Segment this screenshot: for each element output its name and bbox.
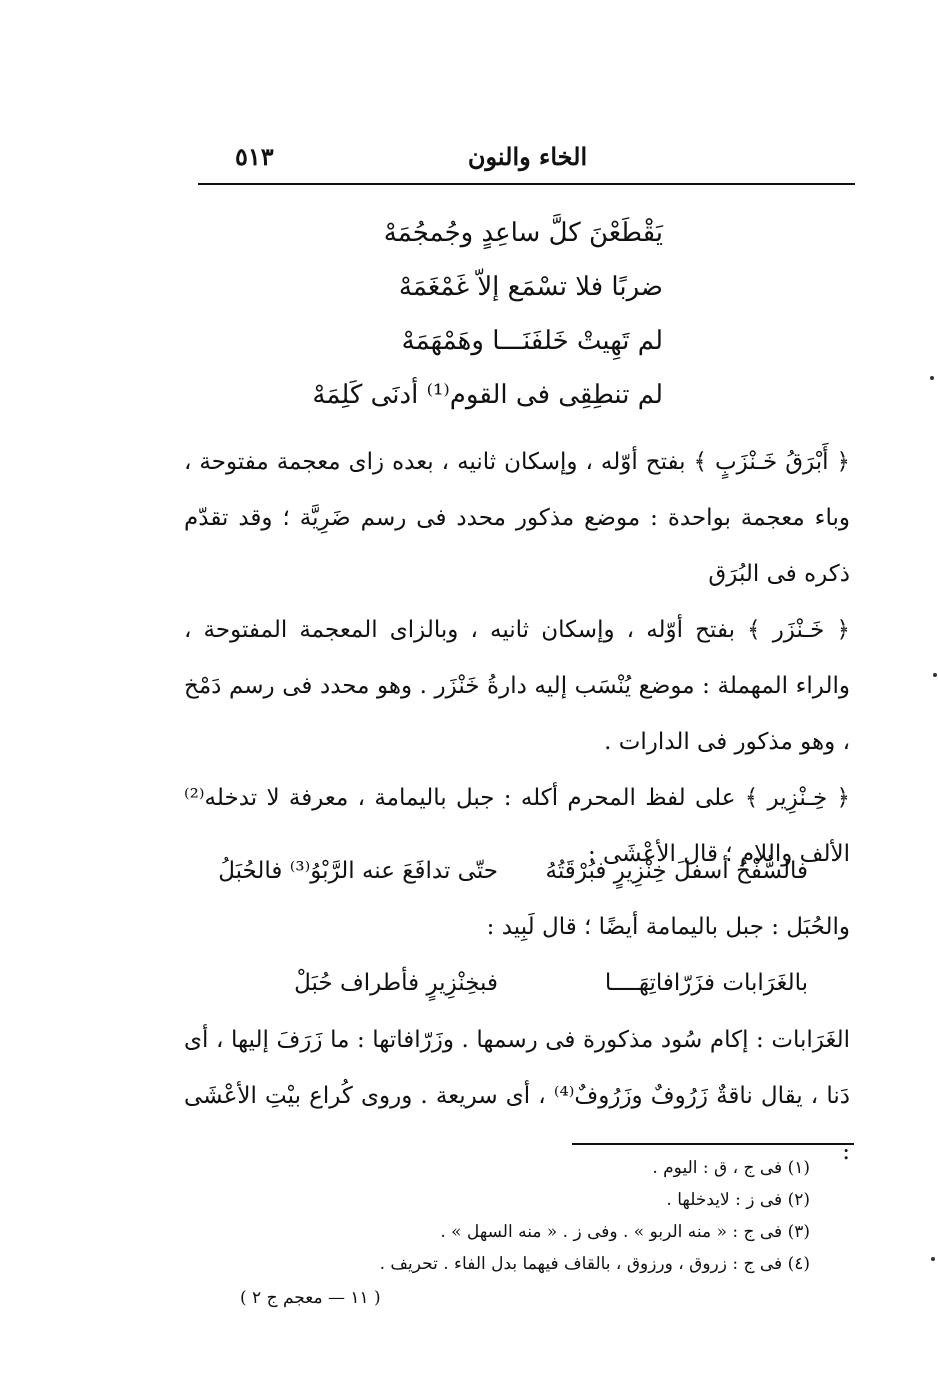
entry-gharabat: الغَرَابات : إكام سُود مذكورة فى رسمها . وزَرّافاتها : ما زَرَفَ إليها ، أى دَنا ، يقال ناقةٌ زَرُوفٌ وزَرُوفٌ⁽⁴⁾ ، أى سريعة . وروى كُراع بيْتِ الأعْشَى : [184,1027,851,1165]
footnote: (٣) فى ج : « منه الربو » . وفى ز . « منه السهل » . [440,1222,810,1242]
printer-signature: ( ١١ — معجم ج ٢ ) [240,1288,381,1308]
header-divider [198,183,855,185]
page-number: ٥١٣ [235,142,274,171]
poem-hemistich: فالسُّفْحُ أسفلَ خِنْزِيرٍ فبُرْقَتُهُ [545,858,808,884]
entry-khanzar: ﴿ خَـنْزَر ﴾ بفتح أوّله ، وإسكان ثانيه ، وبالزاى المعجمة المفتوحة ، والراء المهملة : موضع يُنْسَب إليه دارةُ خَنْزَر . وهو محدد فى رسم دَمْخ ، وهو مذكور فى الدارات . [184,617,850,755]
footnote: (٤) فى ج : زروق ، ورزوق ، بالقاف فيهما بدل الفاء . تحريف . [379,1254,810,1274]
entry-abraq-khanzab: ﴿ أَبْرَقُ خَـنْزَبٍ ﴾ بفتح أوّله ، وإسكان ثانيه ، بعده زاى معجمة مفتوحة ، وباء معجمة بواحدة : موضع مذكور محدد فى رسم ضَرِيَّة ؛ وقد تقدّم ذكره فى البُرَق [184,449,850,587]
body-line: والحُبَل : جبل باليمامة أيضًا ؛ قال لَبِيد : [486,914,850,940]
verse-line: لم تنطِقِى فى القوم⁽¹⁾ أدنَى كَلِمَهْ [312,380,663,410]
margin-dot [931,1257,935,1261]
footnote-divider [572,1143,854,1145]
margin-dot [930,376,934,380]
entry-khinzir: ﴿ خِـنْزِير ﴾ على لفظ المحرم أكله : جبل باليمامة ، معرفة لا تدخله⁽²⁾ الألف واللام ؛ قال الأعْشَى : [184,785,850,867]
margin-dot [933,673,937,677]
running-head [205,138,850,178]
poem-hemistich: حتّى تدافَعَ عنه الرَّبْوُ⁽³⁾ فالحُبَلُ [218,858,498,884]
verse-line: ضربًا فلا تسْمَع إلاّ غَمْغَمَهْ [398,272,663,302]
poem-hemistich: فبخِنْزِيرٍ فأطراف حُبَلْ [294,970,498,996]
footnote: (١) فى ج ، ق : اليوم . [652,1158,810,1178]
footnote: (٢) فى ز : لايدخلها . [666,1190,810,1210]
verse-line: لم تَهِيتْ خَلفَنَـــا وهَمْهَمَهْ [401,326,663,356]
page-title: الخاء والنون [467,142,588,171]
poem-hemistich: بالغَرَابات فزَرّافاتِهَــــا [604,970,808,996]
verse-line: يَقْطَعْنَ كلَّ ساعِدٍ وجُمجُمَهْ [383,218,663,248]
